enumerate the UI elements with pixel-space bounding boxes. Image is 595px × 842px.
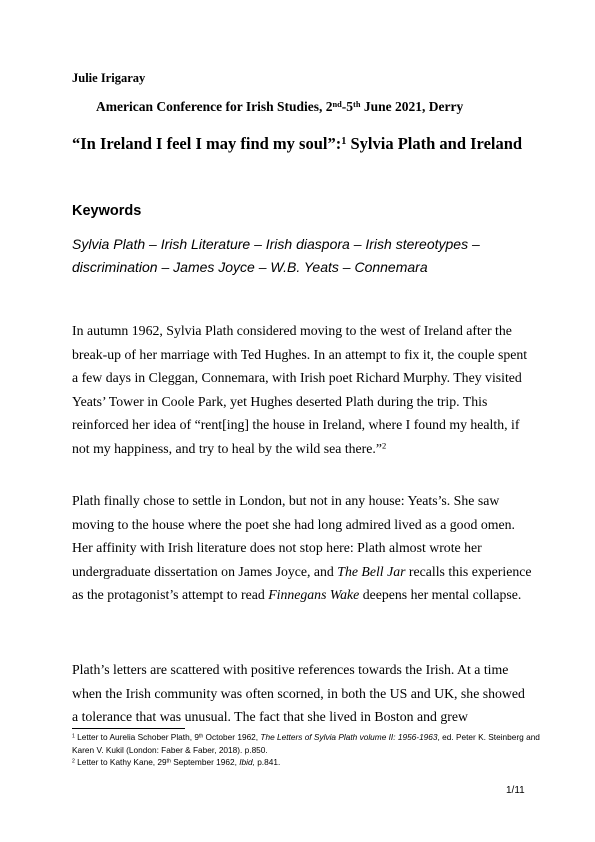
footnote-2 [72,756,542,769]
conference-mid: -5 [341,99,354,114]
footnotes [72,731,542,769]
conference-sup-th: th [353,99,361,109]
author-name: Julie Irigaray [72,71,146,85]
book-title-bell-jar: The Bell Jar [337,563,406,579]
body-paragraph-3: Plath’s letters are scattered with positive references towards the Irish. At a time when the Irish community was often scorned, in both the US and UK, she showed a tolerance that was unusual. The fact that she lived in Boston and grew [72,662,525,724]
footnote-separator [72,728,185,729]
conference-sup-nd: nd [332,99,342,109]
footnote-1-text-c: , ed. Peter K. Steinberg and Karen V. Kukil (London: Faber & Faber, 2018). p.850. [72,732,540,755]
paragraph-2-text-a: Plath finally chose to settle in London, but not in any house: Yeats’s. She saw moving to the house where the poet she had long admired lived as a good omen. Her affinity with Irish literature does not stop here: Plath almost wrote her undergraduate dissertation on James Joyce, and [72,493,515,579]
title-part-2: Sylvia Plath and Ireland [346,134,523,153]
footnote-1 [72,731,542,756]
paragraph-2-text-b: recalls this experience as the protagonist’s attempt to read [72,563,532,602]
footnote-2-sup: th [166,758,171,765]
footnote-1-sup: th [198,733,204,740]
footnote-1-text-b: October 1962, [203,732,261,742]
paragraph-2-text-c: deepens her mental collapse. [359,587,522,602]
conference-suffix: June 2021, Derry [360,99,464,114]
conference-prefix: American Conference for Irish Studies, 2 [96,99,333,114]
body-paragraph-2 [72,489,534,607]
book-title-finnegans-wake: Finnegans Wake [268,587,360,602]
footnote-1-book-title: The Letters of Sylvia Plath volume II: 1956-1963 [260,732,438,742]
footnote-1-number: 1 [72,733,75,740]
footnote-ref-2: 2 [381,440,387,451]
body-paragraph-1 [72,319,534,460]
page-number: 1/11 [506,785,525,796]
keywords-heading: Keywords [72,203,142,219]
footnote-2-ibid: Ibid, [239,757,255,767]
title-part-1: “In Ireland I feel I may find my soul”: [72,134,342,153]
footnote-1-text-a: Letter to Aurelia Schober Plath, 9 [74,732,199,742]
footnote-2-text-c: p.841. [254,757,281,767]
paragraph-1-text: In autumn 1962, Sylvia Plath considered moving to the west of Ireland after the break-up of her marriage with Ted Hughes. In an attempt to fix it, the couple spent a few days in Cleggan, Connemara, with Irish poet Richard Murphy. They visited Yeats’ Tower in Coole Park, yet Hughes deserted Plath during the trip. This reinforced her idea of “rent[ing] the house in Ireland, where I found my health, if not my happiness, and try to heal by the wild sea there.” [72,323,528,456]
conference-line [96,99,463,115]
title-footnote-ref: 1 [341,135,347,147]
footnote-2-number: 2 [72,758,75,765]
keywords-list: Sylvia Plath – Irish Literature – Irish diaspora – Irish stereotypes – discrimination – James Joyce – W.B. Yeats – Connemara [72,236,480,275]
footnote-2-text-b: September 1962, [170,757,240,767]
paper-title [72,134,522,154]
footnote-2-text-a: Letter to Kathy Kane, 29 [74,757,167,767]
